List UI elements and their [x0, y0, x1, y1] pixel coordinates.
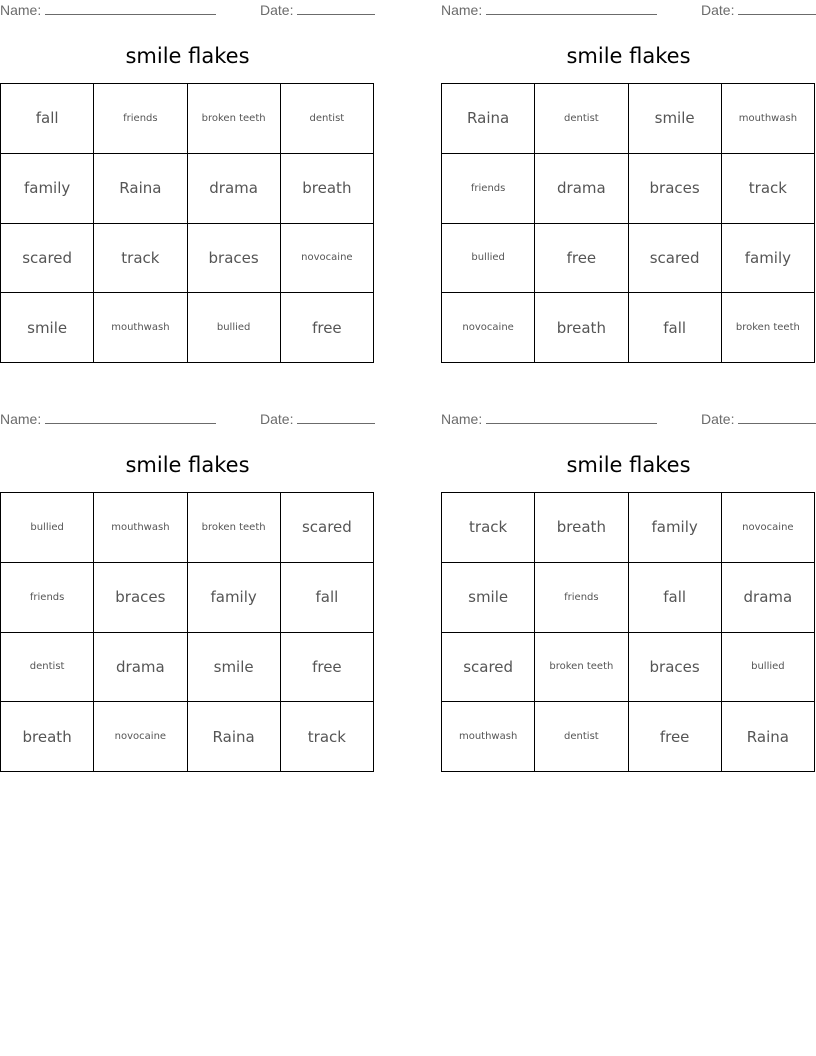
bingo-cell: fall: [1, 84, 94, 154]
bingo-cell: family: [1, 154, 94, 224]
bingo-cell: friends: [1, 563, 94, 633]
card-title: smile flakes: [125, 453, 250, 477]
bingo-cell: free: [629, 702, 722, 772]
date-label: Date:: [260, 411, 294, 427]
bingo-cell: dentist: [535, 702, 628, 772]
bingo-cell: bullied: [1, 493, 94, 563]
bingo-cell: scared: [281, 493, 374, 563]
bingo-cell: novocaine: [94, 702, 187, 772]
bingo-cell: braces: [94, 563, 187, 633]
bingo-cell: track: [281, 702, 374, 772]
name-field: [0, 411, 216, 427]
bingo-cell: breath: [535, 493, 628, 563]
date-field: [260, 2, 375, 18]
bingo-cell: broken teeth: [535, 633, 628, 703]
bingo-cell: dentist: [281, 84, 374, 154]
name-label: Name:: [441, 411, 483, 427]
name-blank-line: [45, 411, 216, 424]
card-title: smile flakes: [566, 453, 691, 477]
name-date-line: [441, 0, 816, 22]
card-title: smile flakes: [566, 44, 691, 68]
bingo-grid: [0, 492, 374, 772]
name-date-line: [441, 409, 816, 431]
bingo-cell: free: [281, 293, 374, 363]
date-blank-line: [738, 2, 816, 15]
bingo-cell: broken teeth: [188, 493, 281, 563]
date-label: Date:: [701, 2, 735, 18]
date-blank-line: [297, 411, 375, 424]
name-field: [441, 411, 657, 427]
date-blank-line: [297, 2, 375, 15]
bingo-cell: family: [722, 224, 815, 294]
bingo-cell: free: [535, 224, 628, 294]
bingo-cell: smile: [1, 293, 94, 363]
bingo-cell: scared: [1, 224, 94, 294]
bingo-cell: breath: [535, 293, 628, 363]
bingo-cell: novocaine: [722, 493, 815, 563]
bingo-cell: mouthwash: [722, 84, 815, 154]
bingo-cell: drama: [535, 154, 628, 224]
bingo-cell: family: [188, 563, 281, 633]
name-date-line: [0, 409, 375, 431]
bingo-cell: Raina: [722, 702, 815, 772]
bingo-cell: dentist: [1, 633, 94, 703]
bingo-cell: braces: [629, 633, 722, 703]
name-label: Name:: [0, 2, 42, 18]
bingo-cell: fall: [281, 563, 374, 633]
bingo-cell: Raina: [442, 84, 535, 154]
bingo-cell: track: [442, 493, 535, 563]
bingo-cell: braces: [629, 154, 722, 224]
bingo-cell: bullied: [442, 224, 535, 294]
bingo-cell: broken teeth: [722, 293, 815, 363]
bingo-cell: broken teeth: [188, 84, 281, 154]
bingo-cell: scared: [629, 224, 722, 294]
date-blank-line: [738, 411, 816, 424]
bingo-cell: novocaine: [281, 224, 374, 294]
bingo-cell: mouthwash: [442, 702, 535, 772]
bingo-cell: bullied: [188, 293, 281, 363]
bingo-cell: breath: [281, 154, 374, 224]
bingo-cell: free: [281, 633, 374, 703]
bingo-grid: [441, 83, 815, 363]
bingo-card: [441, 0, 816, 337]
bingo-cell: track: [94, 224, 187, 294]
bingo-cell: smile: [442, 563, 535, 633]
bingo-cell: Raina: [94, 154, 187, 224]
name-field: [0, 2, 216, 18]
bingo-grid: [441, 492, 815, 772]
bingo-cell: braces: [188, 224, 281, 294]
bingo-cell: drama: [722, 563, 815, 633]
bingo-card: [0, 409, 375, 746]
name-blank-line: [486, 2, 657, 15]
card-title: smile flakes: [125, 44, 250, 68]
bingo-grid: [0, 83, 374, 363]
date-field: [701, 411, 816, 427]
bingo-cell: smile: [188, 633, 281, 703]
bingo-cell: smile: [629, 84, 722, 154]
bingo-card: [441, 409, 816, 746]
bingo-cell: family: [629, 493, 722, 563]
bingo-cell: friends: [94, 84, 187, 154]
bingo-cell: drama: [188, 154, 281, 224]
bingo-cell: scared: [442, 633, 535, 703]
date-label: Date:: [260, 2, 294, 18]
bingo-card: [0, 0, 375, 337]
name-label: Name:: [0, 411, 42, 427]
bingo-cell: track: [722, 154, 815, 224]
date-label: Date:: [701, 411, 735, 427]
bingo-cell: fall: [629, 563, 722, 633]
date-field: [260, 411, 375, 427]
bingo-cell: breath: [1, 702, 94, 772]
bingo-cell: Raina: [188, 702, 281, 772]
name-date-line: [0, 0, 375, 22]
name-field: [441, 2, 657, 18]
bingo-cell: bullied: [722, 633, 815, 703]
bingo-cell: friends: [535, 563, 628, 633]
bingo-cell: mouthwash: [94, 493, 187, 563]
name-blank-line: [45, 2, 216, 15]
name-label: Name:: [441, 2, 483, 18]
bingo-cell: mouthwash: [94, 293, 187, 363]
bingo-cell: novocaine: [442, 293, 535, 363]
bingo-cell: dentist: [535, 84, 628, 154]
bingo-cell: friends: [442, 154, 535, 224]
bingo-cell: fall: [629, 293, 722, 363]
bingo-cell: drama: [94, 633, 187, 703]
date-field: [701, 2, 816, 18]
name-blank-line: [486, 411, 657, 424]
